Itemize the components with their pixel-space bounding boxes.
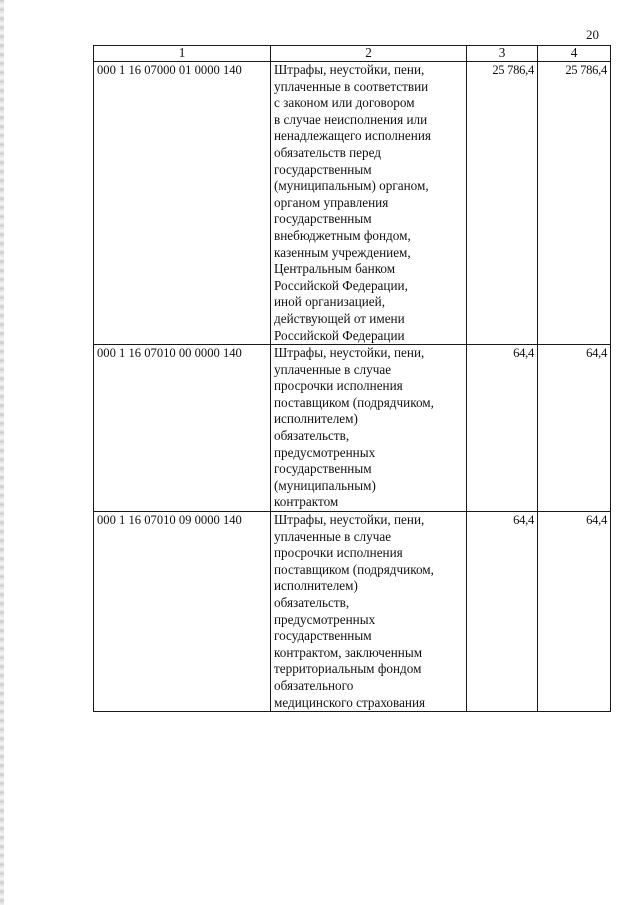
revenue-name-line: просрочки исполнения [274, 378, 403, 394]
revenue-name-line: Штрафы, неустойки, пени, [274, 345, 425, 361]
amount-col-4: 64,4 [538, 345, 611, 512]
table-body [94, 62, 611, 712]
revenue-name-line: казенным учреждением, [274, 244, 411, 260]
budget-code: 000 1 16 07010 00 0000 140 [94, 345, 271, 512]
revenue-name-line: исполнителем) [274, 411, 358, 427]
revenue-name-line: обязательств, [274, 428, 350, 444]
column-header-4: 4 [538, 46, 611, 62]
revenue-name-line: уплаченные в соответствии [274, 78, 429, 94]
column-header-1: 1 [94, 46, 271, 62]
table-row [94, 62, 611, 345]
revenue-name-line: государственным [274, 461, 372, 477]
revenue-name-line: медицинского страхования [274, 694, 426, 710]
revenue-name-line: предусмотренных [274, 611, 376, 627]
revenue-name-line: Российской Федерации [274, 327, 405, 343]
revenue-name-line: предусмотренных [274, 444, 376, 460]
revenue-name-line: ненадлежащего исполнения [274, 128, 431, 144]
revenue-name-line: Российской Федерации, [274, 277, 408, 293]
revenue-name-line: Штрафы, неустойки, пени, [274, 62, 425, 77]
revenue-name-line: (муниципальным) органом, [274, 178, 429, 194]
revenue-name-line: территориальным фондом [274, 661, 422, 677]
amount-col-4: 25 786,4 [538, 62, 611, 345]
revenue-name-line: контрактом, заключенным [274, 644, 423, 660]
page-number: 20 [586, 27, 599, 42]
revenue-name [271, 345, 467, 512]
budget-table [93, 45, 611, 712]
revenue-name-line: государственным [274, 161, 372, 177]
revenue-name-line: государственным [274, 628, 372, 644]
revenue-name-line: поставщиком (подрядчиком, [274, 394, 434, 410]
revenue-name-line: обязательного [274, 677, 354, 693]
revenue-name-line: обязательств перед [274, 144, 382, 160]
revenue-name-line: обязательств, [274, 595, 350, 610]
column-header-3: 3 [467, 46, 538, 62]
revenue-name-line: уплаченные в случае [274, 528, 392, 544]
revenue-name [271, 62, 467, 345]
revenue-name-line: исполнителем) [274, 578, 358, 594]
column-header-2: 2 [271, 46, 467, 62]
table-row [94, 512, 611, 712]
amount-col-4: 64,4 [538, 512, 611, 712]
revenue-name-line: поставщиком (подрядчиком, [274, 561, 434, 577]
table-row [94, 345, 611, 512]
revenue-name-line: в случае неисполнения или [274, 111, 428, 127]
revenue-name-line: действующей от имени [274, 310, 405, 326]
revenue-name-line: Штрафы, неустойки, пени, [274, 512, 425, 528]
revenue-name-line: Центральным банком [274, 261, 396, 277]
header-row [94, 46, 611, 62]
revenue-name-line: просрочки исполнения [274, 545, 403, 561]
amount-col-3: 64,4 [467, 345, 538, 512]
revenue-name-line: уплаченные в случае [274, 361, 392, 377]
revenue-name-line: (муниципальным) [274, 477, 376, 493]
scan-edge [0, 0, 4, 905]
revenue-name-line: контрактом [274, 494, 339, 510]
budget-code: 000 1 16 07000 01 0000 140 [94, 62, 271, 345]
revenue-name-line: органом управления [274, 194, 389, 210]
revenue-name-line: с законом или договором [274, 95, 415, 111]
revenue-name-line: иной организацией, [274, 294, 386, 310]
revenue-name-line: государственным [274, 211, 372, 227]
revenue-name-line: внебюджетным фондом, [274, 227, 411, 243]
amount-col-3: 25 786,4 [467, 62, 538, 345]
revenue-name [271, 512, 467, 712]
budget-code: 000 1 16 07010 09 0000 140 [94, 512, 271, 712]
amount-col-3: 64,4 [467, 512, 538, 712]
